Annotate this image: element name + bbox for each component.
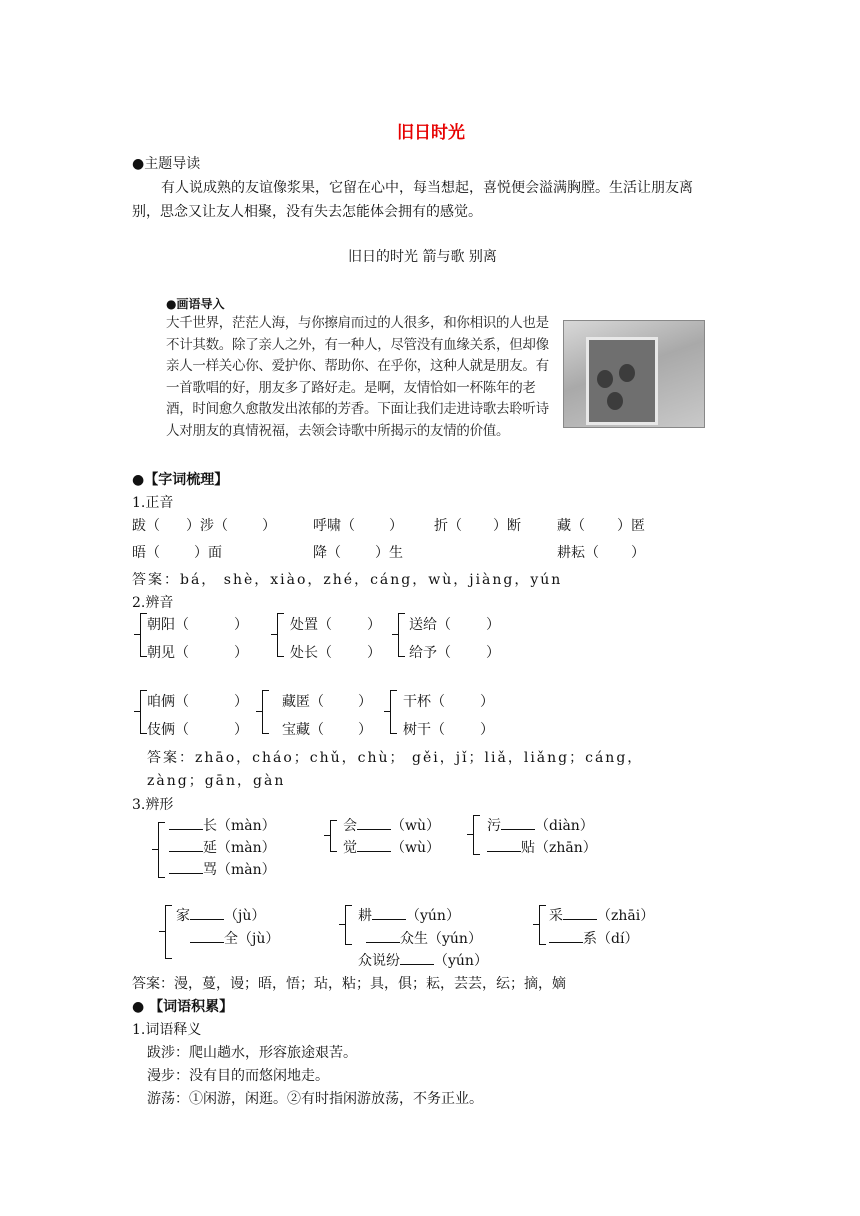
bianyin-item: ） xyxy=(358,722,372,738)
bianyin-item: ） xyxy=(367,645,381,661)
zhengyin-row2-b: ）面 xyxy=(194,545,222,561)
blank xyxy=(190,907,224,920)
bianxing-item: 长（màn） xyxy=(169,815,276,835)
zhengyin-row1-i: ）匿 xyxy=(617,518,645,534)
bianxing-item: 众生（yún） xyxy=(366,928,482,948)
intro-heading: ●主题导读 xyxy=(132,156,201,172)
bianyin-item: 咱俩（ xyxy=(147,694,189,710)
panel-photo xyxy=(563,320,705,428)
zhengyin-label: 1.正音 xyxy=(132,495,174,511)
bianxing-item: 众说纷 （yún） xyxy=(358,953,488,969)
zhengyin-row2-c: 降（ xyxy=(313,545,341,561)
bianxing-answer: 答案：漫，蔓，谩；晤，悟；玷，粘；具，俱；耘，芸芸，纭；摘，嫡 xyxy=(132,976,566,992)
ciyu-item: 漫步：没有目的而悠闲地走。 xyxy=(147,1068,329,1084)
blank xyxy=(501,817,535,830)
bianxing-item: 家 （jù） xyxy=(176,908,266,924)
brace xyxy=(398,613,405,657)
ciyu-item: 跋涉：爬山趟水，形容旅途艰苦。 xyxy=(147,1045,357,1061)
blank xyxy=(563,907,597,920)
intro-line-2: 别，思念又让友人相聚，没有失去怎能体会拥有的感觉。 xyxy=(132,204,482,220)
bianyin-item: ） xyxy=(480,694,494,710)
brace xyxy=(262,690,269,734)
photo-person xyxy=(597,370,613,388)
bianyin-item: ） xyxy=(234,722,248,738)
bianxing-item: 会 （wù） xyxy=(343,818,440,834)
bianxing-item: 耕 （yún） xyxy=(358,908,460,924)
zhengyin-row1-c: ） xyxy=(262,518,276,534)
brace xyxy=(345,905,352,945)
blank xyxy=(357,839,391,852)
zhengyin-row1-b: ）涉（ xyxy=(186,518,228,534)
bianyin-item: 宝藏（ xyxy=(282,722,324,738)
bianyin-item: 给予（ xyxy=(409,645,451,661)
blank xyxy=(549,930,583,943)
blank xyxy=(372,907,406,920)
brace xyxy=(390,690,397,734)
zhengyin-row1-g: ）断 xyxy=(493,518,521,534)
blank xyxy=(190,930,224,943)
bianxing-item: 污 （diàn） xyxy=(487,818,594,834)
blank xyxy=(169,817,203,830)
zhengyin-row1-e: ） xyxy=(389,518,403,534)
bianyin-item: ） xyxy=(234,694,248,710)
bianyin-item: 树干（ xyxy=(403,722,445,738)
brace xyxy=(140,690,147,734)
bianyin-item: 干杯（ xyxy=(403,694,445,710)
photo-person xyxy=(607,392,623,410)
bianxing-label: 3.辨形 xyxy=(132,797,174,813)
bianyin-item: ） xyxy=(234,617,248,633)
zhengyin-row1-f: 折（ xyxy=(434,518,462,534)
ciyu-label: 1.词语释义 xyxy=(132,1022,202,1038)
zhengyin-row2-f: ） xyxy=(631,545,645,561)
bianyin-item: 伎俩（ xyxy=(147,722,189,738)
bianxing-item: 贴（zhān） xyxy=(487,837,597,857)
bianyin-item: 藏匿（ xyxy=(282,694,324,710)
brace xyxy=(330,820,337,852)
zhengyin-row2-a: 晤（ xyxy=(132,545,160,561)
section-heading-zici: ●【字词梳理】 xyxy=(132,472,229,488)
intro-line-1: 有人说成熟的友谊像浆果，它留在心中，每当想起，喜悦便会溢满胸膛。生活让朋友离 xyxy=(161,180,693,196)
bianyin-item: 处长（ xyxy=(290,645,332,661)
section-heading-ciyu: ● 【词语积累】 xyxy=(132,999,234,1015)
photo-window xyxy=(586,337,658,425)
bianyin-item: ） xyxy=(480,722,494,738)
bianxing-item: 采 （zhāi） xyxy=(549,908,655,924)
bianyin-item: 朝见（ xyxy=(147,645,189,661)
zhengyin-answer: 答案：bá， shè，xiào，zhé，cáng，wù，jiàng，yún xyxy=(132,572,563,588)
brace xyxy=(277,613,284,657)
zhengyin-row1-d: 呼啸（ xyxy=(313,518,355,534)
panel-text: 大千世界，茫茫人海，与你擦肩而过的人很多，和你相识的人也是不计其数。除了亲人之外，有一种人，尽管没有血缘关系，但却像亲人一样关心你、爱护你、帮助你、在乎你，这种人就是朋友。有一首歌唱的好，朋友多了路好走。是啊，友情恰如一杯陈年的老酒，时间愈久愈散发出浓郁的芳香。下面让我们走进诗歌去聆听诗人对朋友的真情祝福，去领会诗歌中所揭示的友情的价值。 xyxy=(166,315,549,439)
blank xyxy=(169,839,203,852)
bianxing-item: 觉 （wù） xyxy=(343,840,440,856)
bianyin-item: ） xyxy=(486,617,500,633)
bianyin-item: ） xyxy=(358,694,372,710)
zhengyin-row2-d: ）生 xyxy=(375,545,403,561)
blank xyxy=(400,952,434,965)
blank xyxy=(487,839,521,852)
bianyin-label: 2.辨音 xyxy=(132,595,174,611)
lesson-subtitle: 旧日的时光 箭与歌 别离 xyxy=(348,249,497,265)
panel-heading: ●画语导入 xyxy=(166,297,225,311)
bianyin-item: 处置（ xyxy=(290,617,332,633)
blank xyxy=(169,861,203,874)
blank xyxy=(357,817,391,830)
brace xyxy=(165,905,172,959)
photo-person xyxy=(619,364,635,382)
zhengyin-row2-e: 耕耘（ xyxy=(557,545,599,561)
brace xyxy=(539,905,546,945)
ciyu-item: 游荡：①闲游，闲逛。②有时指闲游放荡，不务正业。 xyxy=(147,1091,483,1107)
bianyin-item: ） xyxy=(486,645,500,661)
bianxing-item: 骂（màn） xyxy=(169,859,276,879)
brace xyxy=(473,815,480,855)
bianxing-item: 系（dí） xyxy=(549,928,638,948)
bianxing-item: 全（jù） xyxy=(190,928,279,948)
zhengyin-row1-a: 跋（ xyxy=(132,518,160,534)
page-title: 旧日时光 xyxy=(397,123,465,143)
bianyin-item: 朝阳（ xyxy=(147,617,189,633)
bianyin-item: ） xyxy=(367,617,381,633)
bianyin-item: 送给（ xyxy=(409,617,451,633)
bianyin-answer-2: zàng；gān，gàn xyxy=(147,773,286,789)
bianyin-answer-1: 答案：zhāo，cháo；chǔ，chù； gěi，jǐ；liǎ，liǎng；cáng， xyxy=(147,750,644,766)
brace xyxy=(158,822,165,878)
brace xyxy=(140,613,147,657)
bianxing-item: 延（màn） xyxy=(169,837,276,857)
zhengyin-row1-h: 藏（ xyxy=(557,518,585,534)
bianyin-item: ） xyxy=(234,645,248,661)
blank xyxy=(366,930,400,943)
